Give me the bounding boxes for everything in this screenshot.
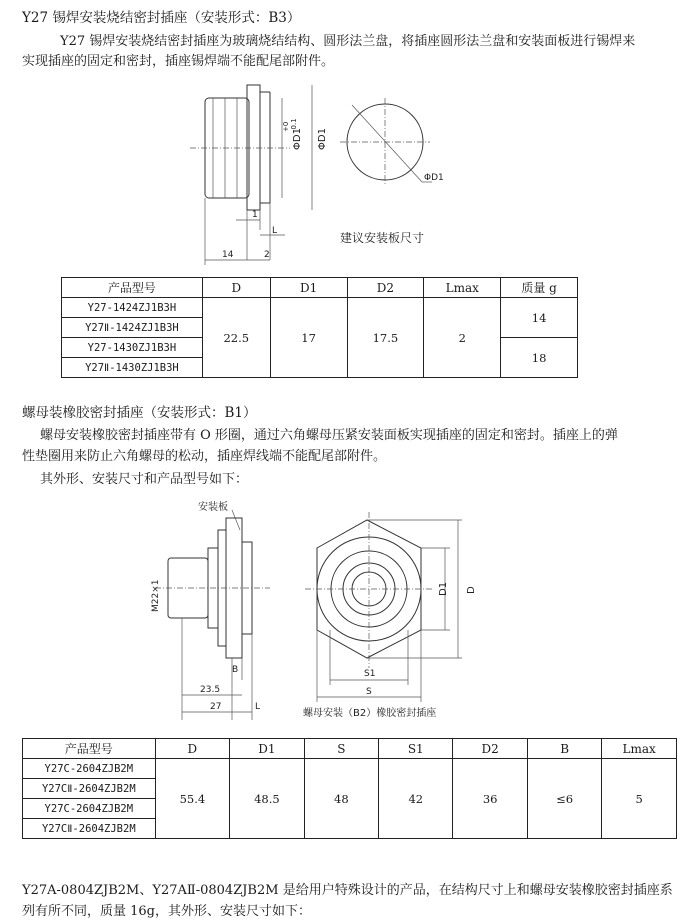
col-header: D	[202, 278, 270, 298]
b3-dim-l: L	[272, 226, 278, 236]
col-header: S	[304, 739, 378, 759]
table-header-row	[23, 739, 677, 759]
model-cell: Y27C-2604ZJB2M	[23, 799, 156, 819]
table-header-row	[62, 278, 578, 298]
b1-dim-d1: D1	[438, 581, 449, 596]
b3-dim-phi-d1-circle: ΦD1	[424, 173, 444, 183]
b1-drawing-caption: 螺母安装（B2）橡胶密封插座	[303, 708, 437, 719]
b1-dim-27: 27	[210, 702, 222, 712]
b3-spec-table	[61, 277, 578, 378]
col-header: D1	[230, 739, 305, 759]
section2-paragraph-line2: 性垫圈用来防止六角螺母的松动，插座焊线端不能配尾部附件。	[22, 449, 387, 464]
b1-dim-s1: S1	[364, 669, 376, 679]
value-d2: 36	[453, 759, 527, 839]
b3-dim-phi-d1: ΦD1	[317, 128, 328, 150]
value-d: 22.5	[202, 298, 270, 378]
section2-heading: 螺母装橡胶密封插座（安装形式：B1）	[22, 405, 257, 421]
svg-text:-0.1: -0.1	[290, 118, 298, 132]
value-mass: 18	[501, 338, 578, 378]
b3-dim-14: 14	[222, 250, 234, 260]
b3-cutout-caption: 建议安装板尺寸	[340, 231, 425, 245]
model-cell: Y27-1430ZJ1B3H	[62, 338, 203, 358]
col-header: D2	[347, 278, 424, 298]
svg-text:+0: +0	[282, 121, 290, 132]
value-d1: 17	[270, 298, 347, 378]
section1-paragraph-line2: 实现插座的固定和密封，插座锡焊端不能配尾部附件。	[22, 54, 335, 69]
b3-socket-drawing	[0, 70, 700, 275]
section1-paragraph-line1: Y27 锡焊安装烧结密封插座为玻璃烧结结构、圆形法兰盘，将插座圆形法兰盘和安装面板进行锡焊来	[60, 34, 636, 49]
value-lmax: 2	[424, 298, 501, 378]
model-cell: Y27-1424ZJ1B3H	[62, 298, 203, 318]
b1-thread-label: M22×1	[151, 579, 161, 612]
model-cell: Y27Ⅱ-1430ZJ1B3H	[62, 358, 203, 378]
col-header: S1	[379, 739, 453, 759]
section2-paragraph-line3: 其外形、安装尺寸和产品型号如下：	[40, 472, 249, 487]
value-s1: 42	[379, 759, 453, 839]
model-cell: Y27C-2604ZJB2M	[23, 759, 156, 779]
b1-dim-23-5: 23.5	[200, 685, 221, 695]
col-header: 产品型号	[23, 739, 156, 759]
b1-panel-label: 安装板	[198, 502, 228, 513]
value-b: ≤6	[527, 759, 601, 839]
section1-heading: Y27 锡焊安装烧结密封插座（安装形式：B3）	[22, 10, 301, 26]
b1-socket-drawing	[0, 490, 700, 730]
value-d: 55.4	[155, 759, 230, 839]
col-header: D2	[453, 739, 527, 759]
table-row	[23, 759, 677, 779]
b1-spec-table	[22, 738, 677, 839]
b3-dim-2: 2	[264, 250, 270, 260]
value-mass: 14	[501, 298, 578, 338]
col-header: D1	[270, 278, 347, 298]
col-header: 产品型号	[62, 278, 203, 298]
b1-dim-d: D	[466, 586, 477, 594]
col-header: 质量 g	[501, 278, 578, 298]
b1-dim-s: S	[366, 687, 372, 697]
section3-paragraph-line2: 列有所不同，质量 16g，其外形、安装尺寸如下：	[22, 904, 311, 919]
b1-dim-b: B	[232, 665, 239, 675]
col-header: B	[527, 739, 601, 759]
col-header: Lmax	[424, 278, 501, 298]
value-d1: 48.5	[230, 759, 305, 839]
model-cell: Y27Ⅱ-1424ZJ1B3H	[62, 318, 203, 338]
model-cell: Y27CⅡ-2604ZJB2M	[23, 819, 156, 839]
value-lmax: 5	[602, 759, 677, 839]
b3-dim-phi-d1-tol: ΦD1	[292, 128, 303, 150]
b1-dim-l: L	[255, 702, 261, 712]
table-row	[62, 298, 578, 318]
value-s: 48	[304, 759, 378, 839]
col-header: D	[155, 739, 230, 759]
model-cell: Y27CⅡ-2604ZJB2M	[23, 779, 156, 799]
section2-paragraph-line1: 螺母安装橡胶密封插座带有 O 形圈，通过六角螺母压紧安装面板实现插座的固定和密封。插座上的弹	[40, 428, 618, 443]
value-d2: 17.5	[347, 298, 424, 378]
col-header: Lmax	[602, 739, 677, 759]
section3-paragraph-line1: Y27A-0804ZJB2M、Y27AⅡ-0804ZJB2M 是给用户特殊设计的产品，在结构尺寸上和螺母安装橡胶密封插座系	[22, 883, 673, 898]
b3-dim-1: 1	[252, 210, 258, 220]
